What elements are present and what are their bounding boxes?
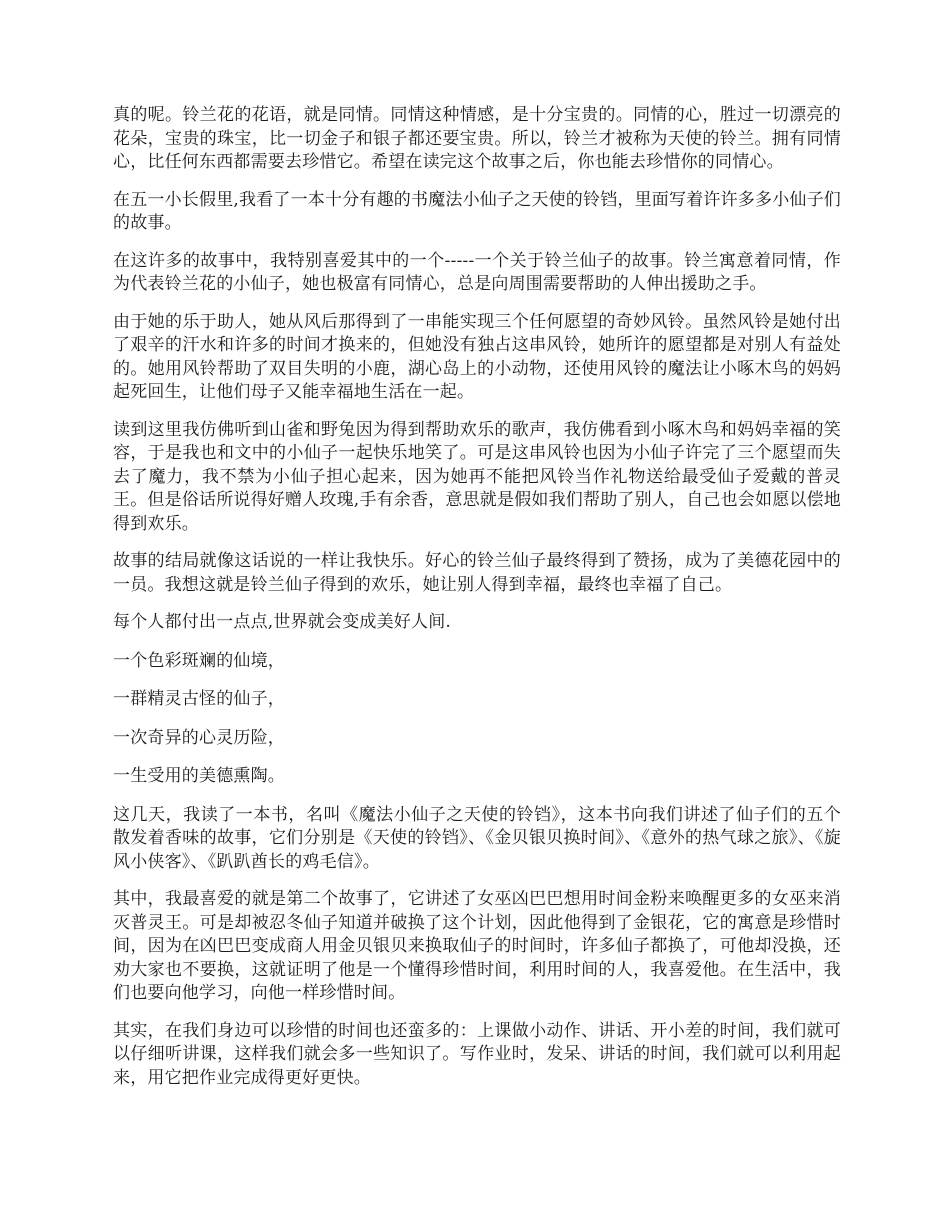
paragraph-10: 其实，在我们身边可以珍惜的时间也还蛮多的：上课做小动作、讲话、开小差的时间，我们就可以仔细听讲课，这样我们就会多一些知识了。写作业时，发呆、讲话的时间，我们就可以利用起来，用它把作业完成得更好更快。: [113, 1020, 841, 1088]
paragraph-6: 故事的结局就像这话说的一样让我快乐。好心的铃兰仙子最终得到了赞扬，成为了美德花园中的一员。我想这就是铃兰仙子得到的欢乐，她让别人得到幸福，最终也幸福了自己。: [113, 551, 841, 595]
verse-line-2: 一群精灵古怪的仙子，: [113, 689, 285, 709]
paragraph-3: 在这许多的故事中，我特别喜爱其中的一个-----一个关于铃兰仙子的故事。铃兰寓意着同情，作为代表铃兰花的小仙子，她也极富有同情心，总是向周围需要帮助的人伸出援助之手。: [113, 250, 841, 294]
verse-line-4: 一生受用的美德熏陶。: [113, 766, 285, 786]
paragraph-1: 真的呢。铃兰花的花语，就是同情。同情这种情感，是十分宝贵的。同情的心，胜过一切漂亮的花朵，宝贵的珠宝，比一切金子和银子都还要宝贵。所以，铃兰才被称为天使的铃兰。拥有同情心，比任何东西都需要去珍惜它。希望在读完这个故事之后，你也能去珍惜你的同情心。: [113, 105, 841, 172]
paragraph-7: 每个人都付出一点点,世界就会变成美好人间.: [113, 612, 452, 632]
paragraph-4: 由于她的乐于助人，她从风后那得到了一串能实现三个任何愿望的奇妙风铃。虽然风铃是她付出了艰辛的汗水和许多的时间才换来的，但她没有独占这串风铃，她所许的愿望都是对别人有益处的。她用风铃帮助了双目失明的小鹿，湖心岛上的小动物，还使用风铃的魔法让小啄木鸟的妈妈起死回生，让他们母子又能幸福地生活在一起。: [113, 311, 841, 402]
verse-line-3: 一次奇异的心灵历险，: [113, 727, 285, 748]
document-page: [113, 104, 841, 1104]
paragraph-2: 在五一小长假里,我看了一本十分有趣的书魔法小仙子之天使的铃铛，里面写着许许多多小仙子们的故事。: [113, 189, 842, 233]
paragraph-5: 读到这里我仿佛听到山雀和野兔因为得到帮助欢乐的歌声，我仿佛看到小啄木鸟和妈妈幸福的笑容，于是我也和文中的小仙子一起快乐地笑了。可是这串风铃也因为小仙子许完了三个愿望而失去了魔力，我不禁为小仙子担心起来，因为她再不能把风铃当作礼物送给最受仙子爱戴的普灵王。但是俗话所说得好赠人玫瑰,手有余香，意思就是假如我们帮助了别人，自己也会如愿以偿地得到欢乐。: [113, 419, 842, 534]
paragraph-8: 这几天，我读了一本书，名叫《魔法小仙子之天使的铃铛》，这本书向我们讲述了仙子们的五个散发着香味的故事，它们分别是《天使的铃铛》、《金贝银贝换时间》、《意外的热气球之旅》、《旋风小侠客》、《趴趴酋长的鸡毛信》。: [113, 804, 841, 872]
verse-line-1: 一个色彩斑斓的仙境，: [113, 650, 285, 671]
paragraph-9: 其中，我最喜爱的就是第二个故事了，它讲述了女巫凶巴巴想用时间金粉来唤醒更多的女巫来消灭普灵王。可是却被忍冬仙子知道并破换了这个计划，因此他得到了金银花，它的寓意是珍惜时间，因为在凶巴巴变成商人用金贝银贝来换取仙子的时间时，许多仙子都换了，可他却没换，还劝大家也不要换，这就证明了他是一个懂得珍惜时间，利用时间的人，我喜爱他。在生活中，我们也要向他学习，向他一样珍惜时间。: [113, 889, 841, 1003]
